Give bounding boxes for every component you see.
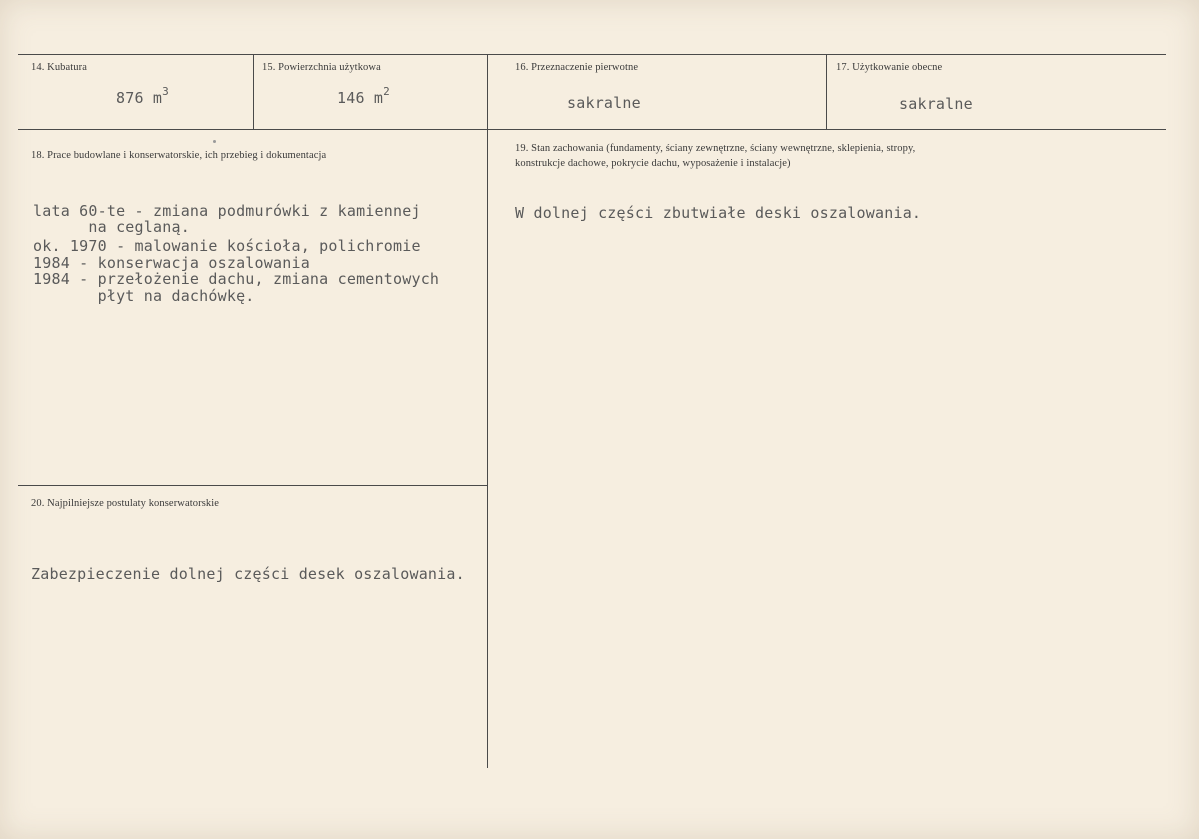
powierzchnia-number: 146 m bbox=[337, 89, 384, 107]
przeznaczenie-value: sakralne bbox=[567, 94, 641, 112]
kubatura-exponent: 3 bbox=[162, 85, 169, 98]
col-rule-2 bbox=[487, 54, 488, 768]
stan-value: W dolnej części zbutwiałe deski oszalowania. bbox=[515, 204, 922, 222]
row-rule-2 bbox=[18, 485, 488, 486]
row-rule-1 bbox=[18, 129, 1166, 130]
prace-line-4: 1984 - konserwacja oszalowania bbox=[33, 254, 310, 272]
kubatura-number: 876 m bbox=[116, 89, 163, 107]
prace-label: 18. Prace budowlane i konserwatorskie, ich przebieg i dokumentacja bbox=[31, 150, 327, 161]
col-rule-3 bbox=[826, 54, 827, 130]
prace-line-3: ok. 1970 - malowanie kościoła, polichromie bbox=[33, 237, 421, 255]
kubatura-value bbox=[116, 85, 169, 107]
uzytkowanie-value: sakralne bbox=[899, 95, 973, 113]
powierzchnia-label: 15. Powierzchnia użytkowa bbox=[262, 62, 381, 73]
powierzchnia-exponent: 2 bbox=[383, 85, 390, 98]
prace-line-2: na ceglaną. bbox=[33, 218, 190, 236]
prace-line-6: płyt na dachówkę. bbox=[33, 287, 255, 305]
kubatura-label: 14. Kubatura bbox=[31, 62, 88, 73]
postulaty-label: 20. Najpilniejsze postulaty konserwatorskie bbox=[31, 498, 220, 509]
powierzchnia-value bbox=[337, 85, 390, 107]
przeznaczenie-label: 16. Przeznaczenie pierwotne bbox=[515, 62, 639, 73]
postulaty-value: Zabezpieczenie dolnej części desek oszalowania. bbox=[31, 565, 465, 583]
stan-label-line-1: 19. Stan zachowania (fundamenty, ściany zewnętrzne, ściany wewnętrzne, sklepienia, stropy, bbox=[515, 143, 916, 154]
stan-label-line-2: konstrukcje dachowe, pokrycie dachu, wyposażenie i instalacje) bbox=[515, 158, 791, 169]
prace-line-1: lata 60-te - zmiana podmurówki z kamiennej bbox=[33, 202, 421, 220]
col-rule-1 bbox=[253, 54, 254, 130]
ink-speck bbox=[213, 140, 216, 143]
prace-line-5: 1984 - przełożenie dachu, zmiana cementowych bbox=[33, 270, 440, 288]
uzytkowanie-label: 17. Użytkowanie obecne bbox=[836, 62, 943, 73]
top-rule bbox=[18, 54, 1166, 55]
